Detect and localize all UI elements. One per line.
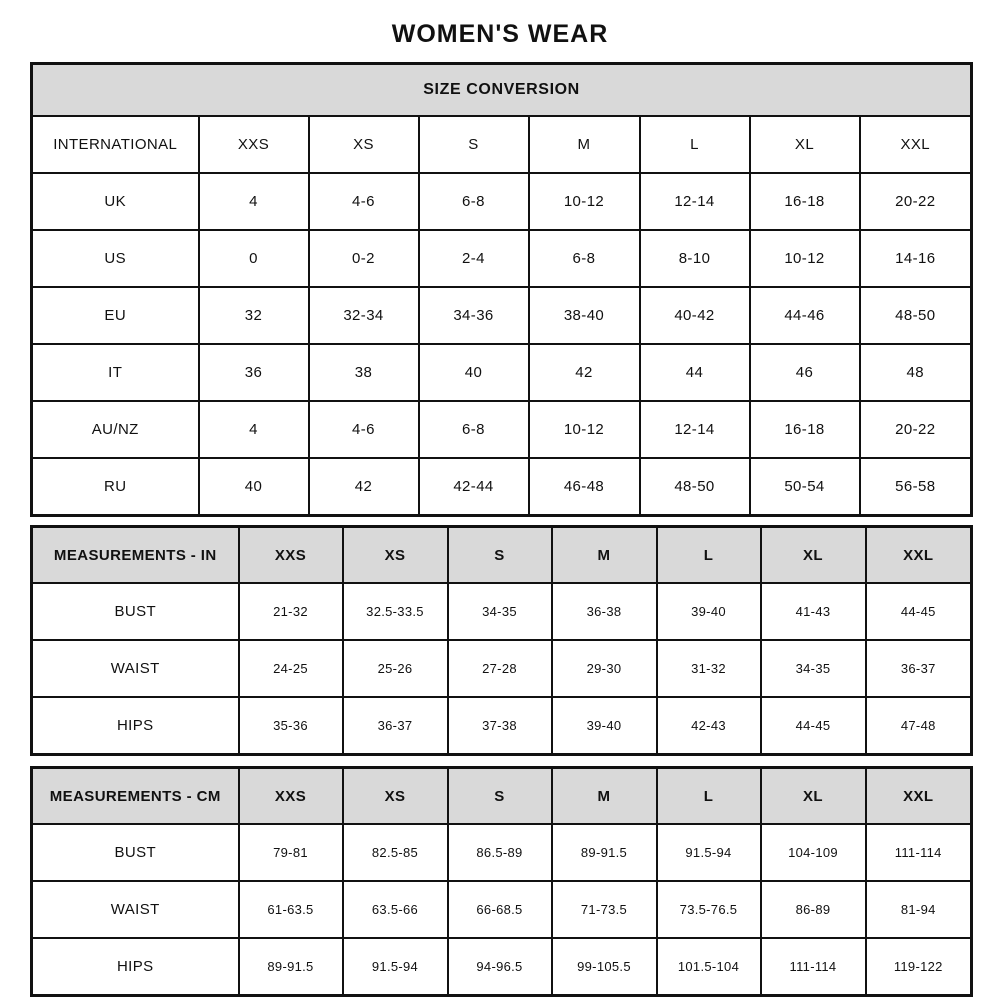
cell: 38-40 [529, 287, 640, 344]
cell: 86.5-89 [448, 824, 552, 881]
cell: 10-12 [529, 401, 640, 458]
row-label: EU [32, 287, 199, 344]
cell: 24-25 [239, 640, 343, 697]
cell: 42-44 [419, 458, 529, 516]
table-row [32, 697, 972, 755]
cell: 82.5-85 [343, 824, 448, 881]
column-header-row [32, 527, 972, 584]
column-header: S [448, 768, 552, 825]
table-row [32, 344, 972, 401]
cell: 12-14 [640, 401, 750, 458]
cell: 94-96.5 [448, 938, 552, 996]
row-label: BUST [32, 583, 239, 640]
row-label: WAIST [32, 881, 239, 938]
row-label: BUST [32, 824, 239, 881]
cell: 37-38 [448, 697, 552, 755]
cell: 39-40 [657, 583, 761, 640]
cell: 8-10 [640, 230, 750, 287]
table-caption: SIZE CONVERSION [32, 64, 972, 117]
column-header-row [32, 768, 972, 825]
cell: 16-18 [750, 173, 860, 230]
cell: 73.5-76.5 [657, 881, 761, 938]
column-header: XS [343, 527, 448, 584]
cell: 39-40 [552, 697, 657, 755]
cell: 29-30 [552, 640, 657, 697]
column-header: XXS [239, 768, 343, 825]
column-header: XL [761, 768, 866, 825]
cell: 35-36 [239, 697, 343, 755]
table-row [32, 458, 972, 516]
table-row [32, 583, 972, 640]
cell: 25-26 [343, 640, 448, 697]
cell: 89-91.5 [239, 938, 343, 996]
table-row [32, 640, 972, 697]
cell: 27-28 [448, 640, 552, 697]
row-label: HIPS [32, 938, 239, 996]
column-header: M [552, 527, 657, 584]
column-header: MEASUREMENTS - IN [32, 527, 239, 584]
cell: 44-45 [866, 583, 972, 640]
cell: 31-32 [657, 640, 761, 697]
cell: 89-91.5 [552, 824, 657, 881]
cell: 0 [199, 230, 309, 287]
column-header: INTERNATIONAL [32, 116, 199, 173]
cell: 46 [750, 344, 860, 401]
cell: 4-6 [309, 173, 419, 230]
cell: 36 [199, 344, 309, 401]
cell: 41-43 [761, 583, 866, 640]
column-header: XS [343, 768, 448, 825]
cell: 48-50 [640, 458, 750, 516]
cell: 2-4 [419, 230, 529, 287]
cell: 46-48 [529, 458, 640, 516]
cell: 16-18 [750, 401, 860, 458]
cell: 14-16 [860, 230, 972, 287]
cell: 0-2 [309, 230, 419, 287]
cell: 48-50 [860, 287, 972, 344]
cell: 21-32 [239, 583, 343, 640]
cell: 20-22 [860, 173, 972, 230]
row-label: HIPS [32, 697, 239, 755]
column-header: MEASUREMENTS - CM [32, 768, 239, 825]
cell: 81-94 [866, 881, 972, 938]
column-header-row [32, 116, 972, 173]
table-row [32, 938, 972, 996]
column-header: S [448, 527, 552, 584]
cell: 36-38 [552, 583, 657, 640]
page-title: WOMEN'S WEAR [391, 20, 609, 48]
table-row [32, 824, 972, 881]
cell: 10-12 [529, 173, 640, 230]
cell: 4 [199, 401, 309, 458]
cell: 61-63.5 [239, 881, 343, 938]
cell: 6-8 [419, 401, 529, 458]
column-header: XXL [866, 768, 972, 825]
cell: 101.5-104 [657, 938, 761, 996]
column-header: L [657, 768, 761, 825]
cell: 91.5-94 [657, 824, 761, 881]
column-header: S [419, 116, 529, 173]
size-conversion-table [30, 62, 973, 517]
table-row [32, 173, 972, 230]
measurements-cm-table [30, 766, 973, 997]
column-header: XXS [239, 527, 343, 584]
row-label: UK [32, 173, 199, 230]
cell: 71-73.5 [552, 881, 657, 938]
column-header: XXL [866, 527, 972, 584]
table-row [32, 287, 972, 344]
cell: 111-114 [761, 938, 866, 996]
cell: 63.5-66 [343, 881, 448, 938]
cell: 42 [529, 344, 640, 401]
column-header: M [552, 768, 657, 825]
cell: 20-22 [860, 401, 972, 458]
cell: 56-58 [860, 458, 972, 516]
cell: 32.5-33.5 [343, 583, 448, 640]
cell: 48 [860, 344, 972, 401]
measurements-in-table [30, 525, 973, 756]
column-header: L [657, 527, 761, 584]
cell: 36-37 [343, 697, 448, 755]
row-label: RU [32, 458, 199, 516]
column-header: M [529, 116, 640, 173]
row-label: AU/NZ [32, 401, 199, 458]
table-row [32, 401, 972, 458]
cell: 6-8 [419, 173, 529, 230]
column-header: XXL [860, 116, 972, 173]
cell: 47-48 [866, 697, 972, 755]
column-header: XS [309, 116, 419, 173]
cell: 42 [309, 458, 419, 516]
cell: 91.5-94 [343, 938, 448, 996]
cell: 36-37 [866, 640, 972, 697]
cell: 50-54 [750, 458, 860, 516]
table-caption-row [32, 64, 972, 117]
table-row [32, 230, 972, 287]
cell: 4 [199, 173, 309, 230]
cell: 111-114 [866, 824, 972, 881]
cell: 32 [199, 287, 309, 344]
cell: 79-81 [239, 824, 343, 881]
cell: 34-36 [419, 287, 529, 344]
row-label: US [32, 230, 199, 287]
cell: 12-14 [640, 173, 750, 230]
cell: 44 [640, 344, 750, 401]
cell: 42-43 [657, 697, 761, 755]
cell: 99-105.5 [552, 938, 657, 996]
cell: 104-109 [761, 824, 866, 881]
cell: 44-45 [761, 697, 866, 755]
column-header: L [640, 116, 750, 173]
cell: 4-6 [309, 401, 419, 458]
cell: 86-89 [761, 881, 866, 938]
cell: 38 [309, 344, 419, 401]
cell: 10-12 [750, 230, 860, 287]
row-label: IT [32, 344, 199, 401]
cell: 119-122 [866, 938, 972, 996]
cell: 44-46 [750, 287, 860, 344]
column-header: XL [761, 527, 866, 584]
table-row [32, 881, 972, 938]
cell: 34-35 [448, 583, 552, 640]
cell: 40 [419, 344, 529, 401]
cell: 32-34 [309, 287, 419, 344]
column-header: XL [750, 116, 860, 173]
cell: 66-68.5 [448, 881, 552, 938]
cell: 40 [199, 458, 309, 516]
column-header: XXS [199, 116, 309, 173]
cell: 40-42 [640, 287, 750, 344]
row-label: WAIST [32, 640, 239, 697]
cell: 34-35 [761, 640, 866, 697]
cell: 6-8 [529, 230, 640, 287]
